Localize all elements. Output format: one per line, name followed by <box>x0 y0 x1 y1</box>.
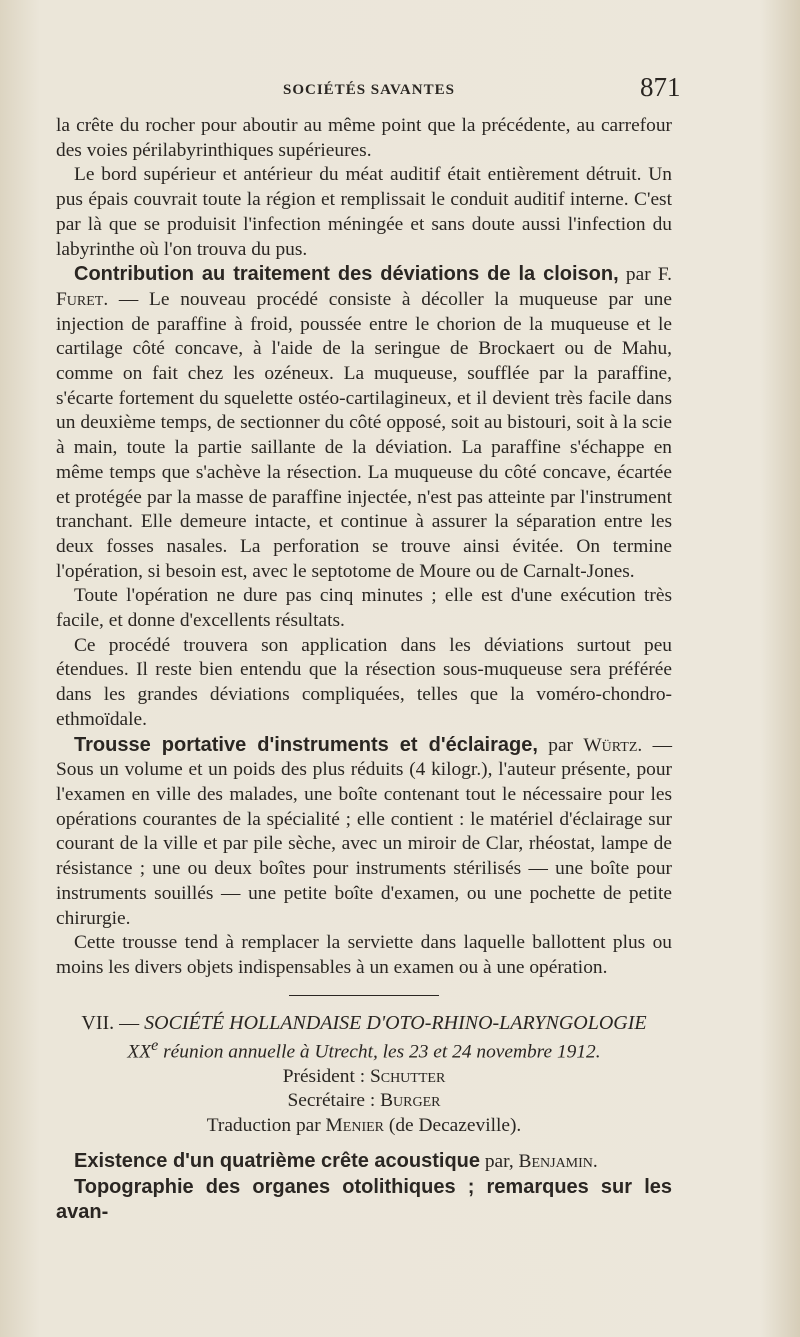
item1-author: Benjamin <box>518 1150 593 1172</box>
paragraph-continuation: la crête du rocher pour aboutir au même point que la précédente, au carrefour des voies périlabyrinthiques supérieures. <box>56 115 672 161</box>
trousse-text: . — Sous un volume et un poids des plus réduits (4 kilogr.), l'auteur présente, pour l'examen en ville des malades, une boîte contenant tout le nécessaire pour les opérations courantes de la spécialité ; elle contient : le matériel d'éclairage sur courant de la ville et par pile sèche, avec un miroir de Clar, rhéostat, lampe de résistance ; une ou deux boîtes pour instruments stérilisés — une boîte pour instruments souillés — une petite boîte d'examen, ou une pochette de petite chirurgie. <box>56 734 672 929</box>
translation-label: Traduction par <box>206 1115 326 1137</box>
paragraph-serviette: Cette trousse tend à remplacer la serviette dans laquelle ballottent plus ou moins les divers objets indispensables à un examen ou à une opération. <box>56 932 672 978</box>
secretary-line <box>56 1089 672 1114</box>
meeting-ordinal: e <box>151 1036 159 1054</box>
paragraph-duration: Toute l'opération ne dure pas cinq minutes ; elle est d'une exécution très facile, et donne d'excellents résultats. <box>56 585 672 632</box>
contribution-author: Furet <box>56 288 104 310</box>
meeting-line <box>56 1034 672 1065</box>
running-head: SOCIÉTÉS SAVANTES <box>283 82 455 98</box>
item-crete-acoustique <box>56 1149 672 1175</box>
paragraph-meatus: Le bord supérieur et antérieur du méat auditif était entièrement détruit. Un pus épais couvrait toute la région et remplissait le conduit auditif interne. C'est par là que se produisit l'infection méningée et sans doute aussi l'infection du labyrinthe où l'on trouva du pus. <box>56 164 672 260</box>
secretary-name: Burger <box>380 1090 441 1112</box>
paragraph-application: Ce procédé trouvera son application dans les déviations surtout peu étendues. Il reste bien entendu que la résection sous-muqueuse sera préférée dans les grandes déviations compliquées, telles que la voméro-chondro-ethmoïdale. <box>56 634 672 730</box>
contribution-by: par F. <box>618 264 672 286</box>
meeting-number: XX <box>127 1041 152 1063</box>
item1-end: . <box>592 1150 598 1172</box>
trousse-author: Würtz <box>583 734 638 756</box>
translator-place: (de Decazeville). <box>384 1115 522 1137</box>
trousse-title: Trousse portative d'instruments et d'éclairage, <box>74 733 538 756</box>
item2-title: Topographie des organes otolithiques ; remarques sur les avan- <box>56 1175 672 1224</box>
page-header <box>0 70 800 106</box>
page-number: 871 <box>640 72 681 102</box>
page-body <box>56 114 672 1226</box>
section-heading <box>56 1012 672 1034</box>
secretary-label: Secrétaire : <box>287 1090 381 1112</box>
paragraph-trousse <box>56 733 672 932</box>
president-label: Président : <box>282 1065 370 1087</box>
item-topographie <box>56 1175 672 1226</box>
contribution-title: Contribution au traitement des déviations de la cloison, <box>74 263 619 286</box>
item1-by: par, <box>480 1150 519 1172</box>
section-title: SOCIÉTÉ HOLLANDAISE D'OTO-RHINO-LARYNGOLOGIE <box>144 1011 647 1034</box>
paragraph-contribution <box>56 262 672 584</box>
trousse-by: par <box>537 734 584 756</box>
section-divider <box>289 995 439 996</box>
president-name: Schutter <box>369 1065 446 1087</box>
translator-name: Menier <box>325 1115 385 1137</box>
contribution-text: . — Le nouveau procédé consiste à décoller la muqueuse par une injection de paraffine à froid, poussée entre le chorion de la muqueuse et le cartilage côté concave, à l'aide de la seringue de Brockaert ou de Mahu, comme on fait chez les ozéneux. La muqueuse, soufflée par la paraffine, s'écarte fortement du squelette ostéo-cartilagineux, et il devient très facile dans un deuxième temps, de sectionner du côté opposé, soit au bistouri, soit à la scie à main, toute la partie saillante de la déviation. La paraffine s'échappe en même temps que s'achève la résection. La muqueuse du côté concave, écartée et protégée par la masse de paraffine injectée, n'est pas atteinte par l'instrument tranchant. Elle demeure intacte, et continue à assurer la séparation entre les deux fosses nasales. La perforation se trouve ainsi évitée. On termine l'opération, si besoin est, avec le septotome de Moure ou de Carnalt-Jones. <box>56 288 672 582</box>
translation-line <box>56 1114 672 1139</box>
meeting-text: réunion annuelle à Utrecht, les 23 et 24 novembre 1912. <box>158 1041 601 1063</box>
item1-title: Existence d'un quatrième crête acoustique <box>74 1149 480 1172</box>
section-number: VII. — <box>81 1011 145 1034</box>
president-line <box>56 1065 672 1090</box>
